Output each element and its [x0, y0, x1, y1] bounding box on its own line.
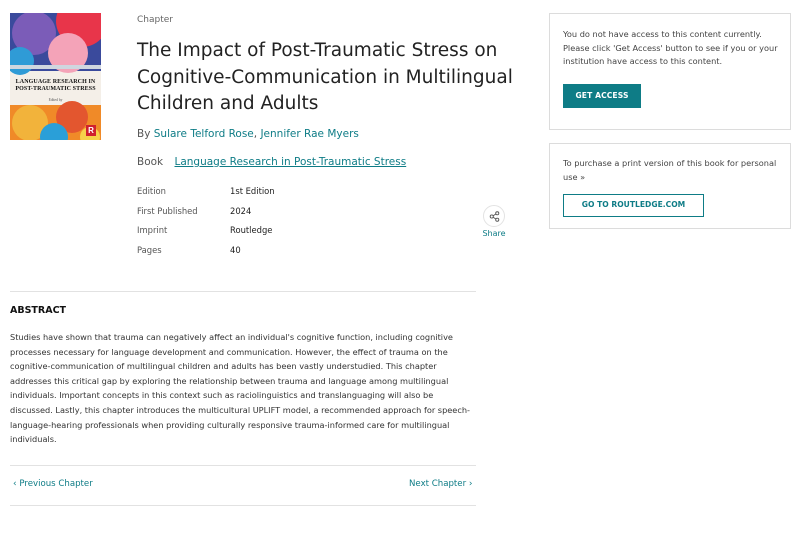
meta-row-edition	[137, 181, 437, 201]
cover-title: LANGUAGE RESEARCH IN POST-TRAUMATIC STRESS	[15, 79, 96, 92]
previous-chapter-link[interactable]	[13, 479, 93, 489]
meta-value: 2024	[230, 205, 252, 216]
content-type-label: Chapter	[137, 15, 173, 25]
book-cover[interactable]	[10, 13, 101, 140]
get-access-button[interactable]: GET ACCESS	[563, 84, 641, 108]
author-separator: ,	[253, 128, 261, 140]
abstract-heading: ABSTRACT	[10, 305, 67, 316]
share-button[interactable]	[482, 205, 506, 238]
meta-row-first-published	[137, 201, 437, 221]
divider	[10, 291, 476, 292]
previous-chapter-label: Previous Chapter	[19, 479, 93, 489]
book-title-link[interactable]: Language Research in Post-Traumatic Stress	[174, 156, 407, 168]
author-link-1[interactable]: Sulare Telford Rose	[153, 128, 254, 140]
access-box	[549, 13, 791, 130]
by-label: By	[137, 128, 151, 140]
chapter-metadata	[137, 181, 437, 260]
author-link-2[interactable]: Jennifer Rae Myers	[260, 128, 359, 140]
cover-edited-by: Edited by	[48, 98, 63, 102]
meta-key: Imprint	[137, 225, 168, 236]
purchase-text: To purchase a print version of this book for personal use	[563, 158, 777, 182]
meta-value: 40	[230, 244, 241, 255]
share-label: Share	[482, 229, 506, 238]
book-label: Book	[137, 156, 164, 168]
purchase-box	[549, 143, 791, 229]
meta-key: Edition	[137, 185, 166, 196]
meta-value: Routledge	[230, 225, 273, 236]
purchase-message	[563, 157, 781, 184]
cover-art	[10, 13, 101, 140]
meta-value: 1st Edition	[230, 185, 275, 196]
divider	[10, 465, 476, 466]
chevron-left-icon: ‹	[13, 479, 17, 489]
meta-row-imprint	[137, 220, 437, 240]
next-chapter-label: Next Chapter	[409, 479, 467, 489]
meta-key: Pages	[137, 244, 162, 255]
go-to-routledge-button[interactable]: GO TO ROUTLEDGE.COM	[563, 194, 704, 217]
chevron-right-icon: ›	[468, 479, 473, 489]
next-chapter-link[interactable]	[409, 479, 472, 489]
abstract-text: Studies have shown that trauma can negatively affect an individual's cognitive function, including cognitive processes necessary for language development and communication. However, the effect of trauma on the cognitive-communication of multilingual children and adults has been vastly understudied. This chapter addresses this critical gap by exploring the relationship between trauma and language among multilingual individuals. Important concepts in this context such as raciolinguistics and translanguaging will also be discussed. Lastly, this chapter introduces the multicultural UPLIFT model, a recommended approach for speech-language-hearing professionals when providing culturally responsive trauma-informed care for multilingual individuals.	[10, 332, 470, 445]
access-message: You do not have access to this content currently. Please click 'Get Access' button to see if you or your institution have access to this content.	[563, 29, 778, 67]
double-chevron-right-icon: »	[580, 171, 586, 182]
page-title: The Impact of Post-Traumatic Stress on Cognitive-Communication in Multilingual Children and Adults	[137, 40, 513, 114]
share-icon	[483, 205, 505, 227]
book-line	[137, 156, 406, 168]
authors-line	[137, 128, 359, 140]
divider	[10, 505, 476, 506]
meta-key: First Published	[137, 205, 198, 216]
publisher-logo-icon: R	[86, 125, 96, 136]
meta-row-pages	[137, 240, 437, 260]
